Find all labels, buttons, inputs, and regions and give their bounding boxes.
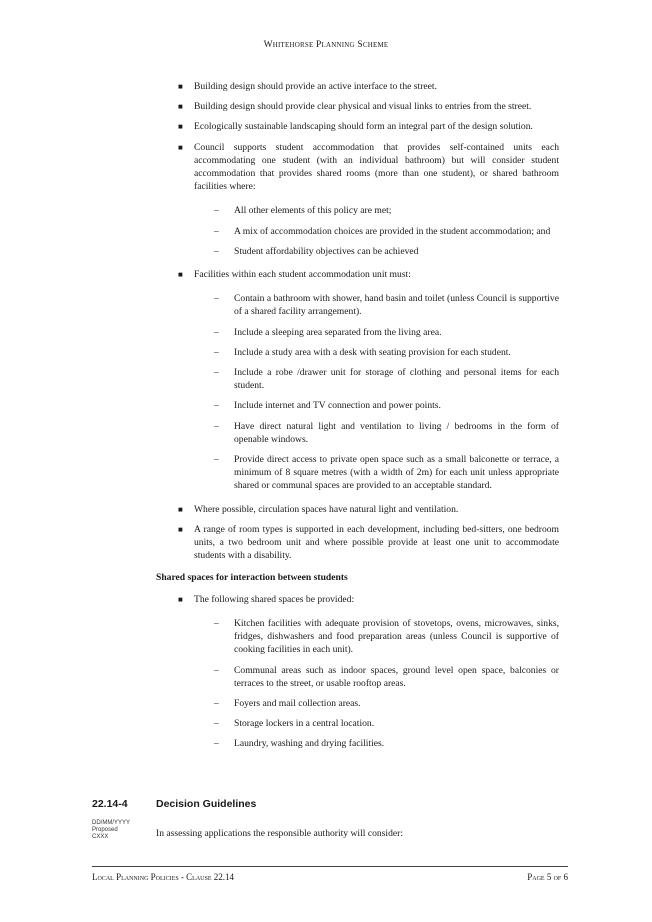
bullet-item xyxy=(0,80,559,93)
bullet-text: A range of room types is supported in each development, including bed-sitters, one bedroom units, a two bedroom unit and where possible provide at least one unit to accommodate students with a disability. xyxy=(194,523,559,562)
dash-item xyxy=(0,292,559,318)
bullet-text: Council supports student accommodation that provides self-contained units each accommodating one student (with an individual bathroom) but will consider student accommodation that provides shared rooms (more than one student), or shared bathroom facilities where: xyxy=(194,141,559,193)
bullet-item xyxy=(0,593,559,606)
dash-marker: – xyxy=(214,346,219,358)
dash-marker: – xyxy=(214,367,219,379)
bullet-marker: ■ xyxy=(178,142,183,152)
bullet-marker: ■ xyxy=(178,504,183,514)
dash-text: Provide direct access to private open space such as a small balconette or terrace, a minimum of 8 square metres (with a width of 2m) for each unit unless appropriate shared or communal spaces are provided to an acceptable standard. xyxy=(234,454,559,492)
bullet-marker: ■ xyxy=(178,102,183,112)
section-heading xyxy=(92,798,256,810)
bullet-item xyxy=(0,120,559,133)
footer-clause: Local Planning Policies - Clause 22.14 xyxy=(92,872,235,882)
dash-marker: – xyxy=(214,225,219,237)
bullet-marker: ■ xyxy=(178,82,183,91)
bullet-marker: ■ xyxy=(178,594,183,604)
footer-divider xyxy=(92,866,568,867)
dash-marker: – xyxy=(214,718,219,730)
dash-text: Contain a bathroom with shower, hand basin and toilet (unless Council is supportive of a shared facility arrangement). xyxy=(234,293,559,318)
section-title: Decision Guidelines xyxy=(156,798,257,810)
dash-text: Include internet and TV connection and power points. xyxy=(234,400,441,412)
dash-item xyxy=(0,225,559,238)
bullet-text: Ecologically sustainable landscaping should form an integral part of the design solution. xyxy=(194,121,533,133)
policy-body xyxy=(0,80,652,758)
subheading-shared-spaces: Shared spaces for interaction between students xyxy=(156,572,348,584)
bullet-text: Facilities within each student accommodation unit must: xyxy=(194,269,411,281)
dash-marker: – xyxy=(214,738,219,750)
bullet-item xyxy=(0,141,559,194)
bullet-text: Building design should provide an active interface to the street. xyxy=(194,81,437,92)
decision-intro: In assessing applications the responsible authority will consider: xyxy=(156,828,403,839)
bullet-text: Where possible, circulation spaces have natural light and ventilation. xyxy=(194,503,459,515)
margin-note xyxy=(92,820,130,842)
dash-text: Include a robe /drawer unit for storage of clothing and personal items for each student. xyxy=(234,367,559,392)
dash-item xyxy=(0,453,559,493)
dash-item xyxy=(0,204,559,217)
dash-text: Have direct natural light and ventilation to living / bedrooms in the form of openable windows. xyxy=(234,420,559,445)
dash-marker: – xyxy=(214,245,219,257)
margin-note-amendment: CXXX xyxy=(92,834,109,841)
dash-text: Laundry, washing and drying facilities. xyxy=(234,738,385,750)
dash-marker: – xyxy=(214,293,219,305)
dash-marker: – xyxy=(214,326,219,338)
bullet-marker: ■ xyxy=(178,122,183,132)
dash-item xyxy=(0,346,559,359)
dash-item xyxy=(0,420,559,446)
dash-item xyxy=(0,617,559,657)
running-header: Whitehorse Planning Scheme xyxy=(263,40,389,50)
dash-item xyxy=(0,399,559,412)
bullet-text: The following shared spaces be provided: xyxy=(194,593,355,605)
dash-marker: – xyxy=(214,205,219,217)
dash-item xyxy=(0,717,559,730)
dash-text: Include a study area with a desk with seating provision for each student. xyxy=(234,346,511,358)
dash-text: Communal areas such as indoor spaces, ground level open space, balconies or terraces to the street, or usable rooftop areas. xyxy=(234,664,559,689)
bullet-marker: ■ xyxy=(178,270,183,280)
dash-text: Kitchen facilities with adequate provision of stovetops, ovens, microwaves, sinks, fridges, dishwashers and food preparation areas (unless Council is supportive of cooking facilities in each unit). xyxy=(234,617,559,656)
bullet-item xyxy=(0,523,559,563)
dash-item xyxy=(0,366,559,392)
dash-marker: – xyxy=(214,697,219,709)
bullet-item xyxy=(0,503,559,516)
dash-marker: – xyxy=(214,454,219,466)
dash-text: A mix of accommodation choices are provided in the student accommodation; and xyxy=(234,225,551,237)
dash-text: Include a sleeping area separated from the living area. xyxy=(234,326,442,338)
page-number: Page 5 of 6 xyxy=(527,872,568,882)
bullet-item xyxy=(0,268,559,281)
dash-marker: – xyxy=(214,617,219,629)
dash-item xyxy=(0,697,559,710)
dash-marker: – xyxy=(214,400,219,412)
bullet-text: Building design should provide clear physical and visual links to entries from the street. xyxy=(194,101,532,113)
margin-note-status: Proposed xyxy=(92,827,118,834)
dash-marker: – xyxy=(214,420,219,432)
dash-item xyxy=(0,245,559,258)
dash-item xyxy=(0,326,559,339)
dash-text: Student affordability objectives can be achieved xyxy=(234,245,419,257)
section-number: 22.14-4 xyxy=(92,798,128,810)
dash-text: Storage lockers in a central location. xyxy=(234,718,375,730)
bullet-marker: ■ xyxy=(178,524,183,534)
dash-item xyxy=(0,664,559,690)
dash-item xyxy=(0,737,559,750)
margin-note-date: DD/MM/YYYY xyxy=(92,820,131,826)
dash-marker: – xyxy=(214,664,219,676)
bullet-item xyxy=(0,100,559,113)
dash-text: All other elements of this policy are met; xyxy=(234,205,392,217)
dash-text: Foyers and mail collection areas. xyxy=(234,697,361,709)
